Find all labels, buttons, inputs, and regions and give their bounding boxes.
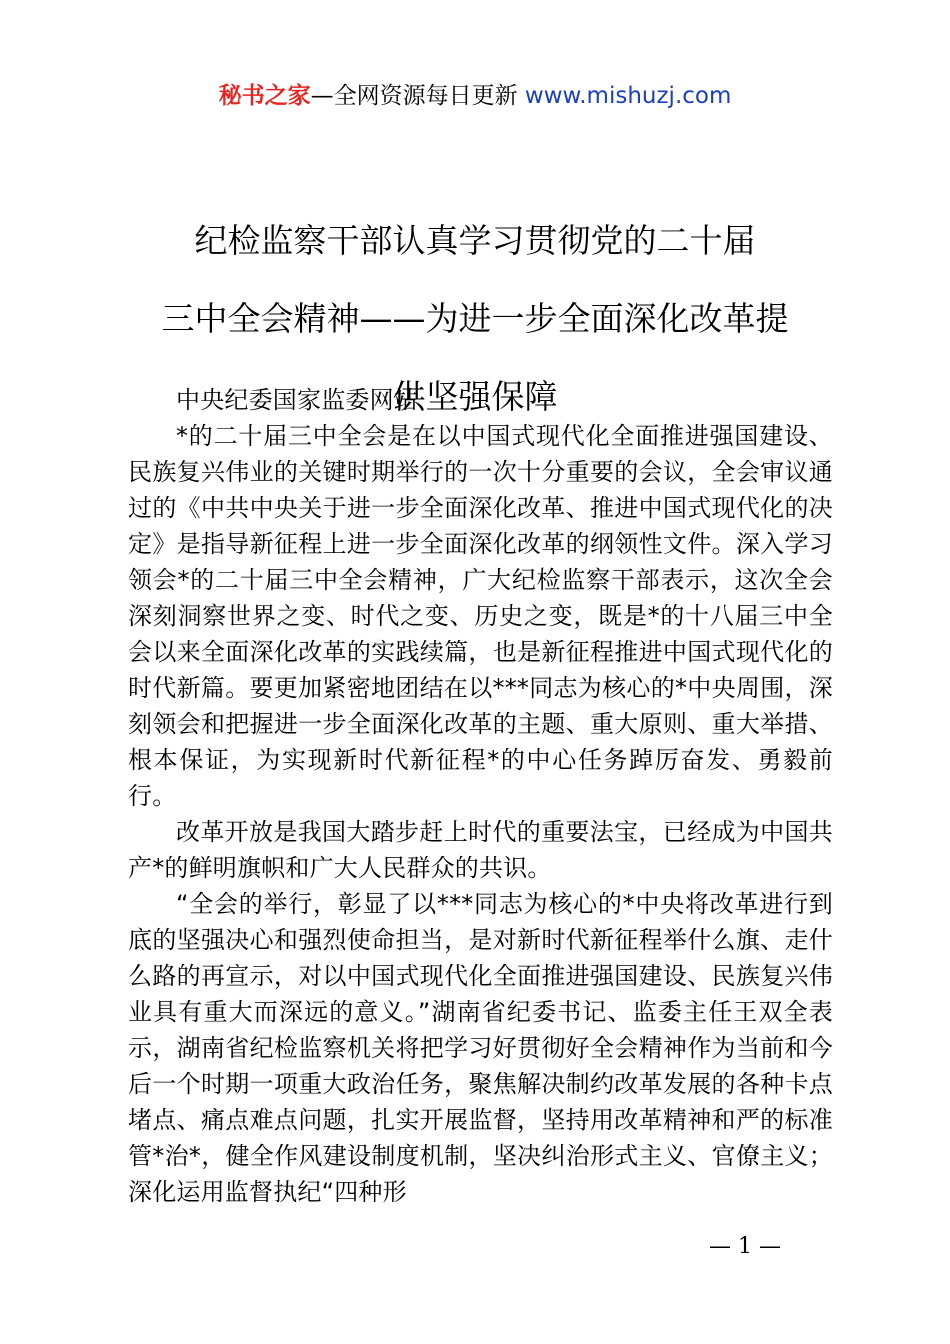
title-line: 三中全会精神——为进一步全面深化改革提 [161, 299, 789, 339]
site-header [0, 80, 950, 112]
site-tagline: —全网资源每日更新 [310, 83, 525, 109]
site-brand[interactable]: 秘书之家 [218, 83, 311, 109]
source-line: 中央纪委国家监委网站 [176, 386, 418, 414]
body-paragraph: “全会的举行，彰显了以***同志为核心的*中央将改革进行到底的坚强决心和强烈使命担当，是对新时代新征程举什么旗、走什么路的再宣示，对以中国式现代化全面推进强国建设、民族复兴伟业具有重大而深远的意义。”湖南省纪委书记、监委主任王双全表示，湖南省纪检监察机关将把学习好贯彻好全会精神作为当前和今后一个时期一项重大政治任务，聚焦解决制约改革发展的各种卡点堵点、痛点难点问题，扎实开展监督，坚持用改革精神和严的标准管*治*，健全作风建设制度机制，坚决纠治形式主义、官僚主义；深化运用监督执纪“四种形 [128, 890, 833, 1206]
body-paragraph: *的二十届三中全会是在以中国式现代化全面推进强国建设、民族复兴伟业的关键时期举行的一次十分重要的会议，全会审议通过的《中共中央关于进一步全面深化改革、推进中国式现代化的决定》是指导新征程上进一步全面深化改革的纲领性文件。深入学习领会*的二十届三中全会精神，广大纪检监察干部表示，这次全会深刻洞察世界之变、时代之变、历史之变，既是*的十八届三中全会以来全面深化改革的实践续篇，也是新征程推进中国式现代化的时代新篇。要更加紧密地团结在以***同志为核心的*中央周围，深刻领会和把握进一步全面深化改革的主题、重大原则、重大举措、根本保证，为实现新时代新征程*的中心任务踔厉奋发、勇毅前行。 [128, 422, 833, 810]
document-body [128, 382, 833, 1210]
title-line: 供坚强保障 [392, 377, 558, 417]
site-url-link[interactable]: www.mishuzj.com [524, 83, 732, 109]
title-line: 纪检监察干部认真学习贯彻党的二十届 [194, 221, 756, 261]
body-paragraph: 改革开放是我国大踏步赶上时代的重要法宝，已经成为中国共产*的鲜明旗帜和广大人民群众的共识。 [128, 818, 833, 882]
page-number: — 1 — [709, 1234, 781, 1259]
